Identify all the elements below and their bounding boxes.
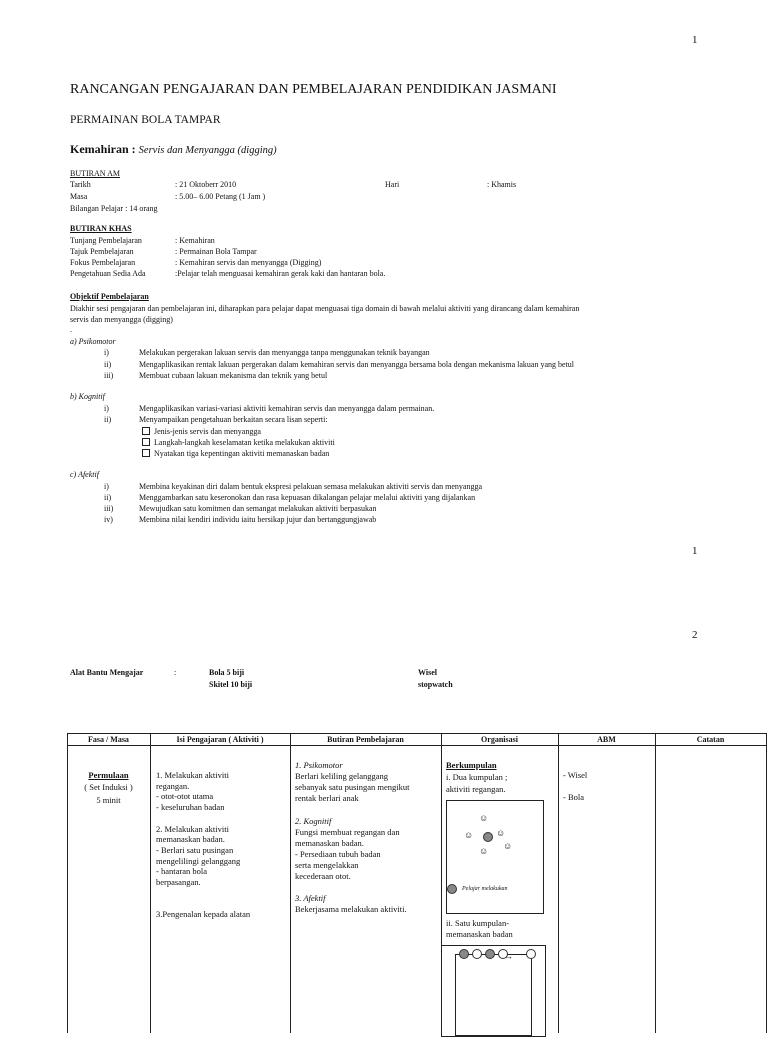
afektif-text-2: Mewujudkan satu komitmen dan semangat melakukan aktiviti berpasukan (139, 504, 377, 513)
butiran-line: sebanyak satu pusingan mengikut (295, 782, 410, 793)
isi-line: memanaskan badan. (156, 834, 225, 845)
khas-value-1: : Permainan Bola Tampar (175, 247, 257, 256)
student-smiley-icon: ☺ (464, 830, 474, 840)
isi-line: mengelilingi gelanggang (156, 855, 241, 866)
psikomotor-text-0: Melakukan pergerakan lakuan servis dan menyangga tanpa menggunakan teknik bayangan (139, 348, 430, 357)
page-number-top: 1 (692, 34, 698, 46)
alat-item-stopwatch: stopwatch (418, 680, 453, 689)
header-butiran: Butiran Pembelajaran (327, 735, 404, 744)
butiran-line: 2. Kognitif (295, 815, 332, 826)
runner-dot-icon (526, 949, 536, 959)
afektif-num-0: i) (104, 482, 109, 491)
organisasi-line1: i. Dua kumpulan ; (446, 772, 508, 782)
organisasi-line3: ii. Satu kumpulan- (446, 918, 510, 928)
khas-label-1: Tajuk Pembelajaran (70, 247, 134, 256)
butiran-line: serta mengelakkan (295, 859, 359, 870)
kemahiran-line (70, 142, 277, 157)
objektif-dot: . (70, 325, 72, 334)
tarikh-value: : 21 Oktoberr 2010 (175, 180, 237, 189)
afektif-heading: c) Afektif (70, 470, 99, 479)
header-organisasi: Organisasi (481, 735, 518, 744)
court-diagram-1 (446, 800, 544, 914)
alat-item-skitel: Skitel 10 biji (209, 680, 253, 689)
student-smiley-icon: ☺ (479, 813, 489, 823)
page-title: RANCANGAN PENGAJARAN DAN PEMBELAJARAN PENDIDIKAN JASMANI (70, 82, 557, 97)
isi-line: 2. Melakukan aktiviti (156, 823, 229, 834)
masa-value: : 5.00– 6.00 Petang (1 Jam ) (175, 192, 266, 201)
page-number-second: 2 (692, 629, 698, 641)
butiran-line: Berlari keliling gelanggang (295, 771, 388, 782)
alat-item-bola: Bola 5 biji (209, 668, 245, 677)
butiran-line: 1. Psikomotor (295, 760, 343, 770)
organisasi-heading: Berkumpulan (446, 760, 497, 770)
isi-line: 1. Melakukan aktiviti (156, 770, 229, 780)
khas-value-2: : Kemahiran servis dan menyangga (Digging) (175, 258, 322, 267)
subtitle: PERMAINAN BOLA TAMPAR (70, 114, 221, 126)
col-divider (558, 733, 559, 1033)
kognitif-sub-0: Jenis-jenis servis dan menyangga (142, 426, 261, 436)
isi-line: regangan. (156, 780, 190, 791)
isi-line: - keseluruhan badan (156, 802, 225, 813)
afektif-num-2: iii) (104, 504, 114, 513)
isi-line: - Berlari satu pusingan (156, 844, 234, 855)
header-fasa: Fasa / Masa (88, 735, 129, 744)
col-divider (766, 733, 767, 1033)
psikomotor-num-0: i) (104, 348, 109, 357)
objektif-heading: Objektif Pembelajaran (70, 292, 149, 301)
afektif-text-3: Membina nilai kendiri individu iaitu bersikap jujur dan bertanggungjawab (139, 515, 377, 524)
khas-label-0: Tunjang Pembelajaran (70, 236, 142, 245)
butiran-line: - Persediaan tubuh badan (295, 848, 381, 859)
alat-item-wisel: Wisel (418, 668, 437, 677)
hari-value: : Khamis (487, 180, 517, 189)
student-smiley-icon: ☺ (503, 841, 513, 851)
bilangan-pelajar: Bilangan Pelajar : 14 orang (70, 204, 158, 213)
student-dot-icon (483, 832, 493, 842)
khas-value-3: :Pelajar telah menguasai kemahiran gerak kaki dan hantaran bola. (175, 269, 386, 278)
psikomotor-num-2: iii) (104, 371, 114, 380)
kognitif-num-0: i) (104, 404, 109, 413)
butiran-line: rentak berlari anak (295, 793, 359, 804)
checkbox-icon (142, 449, 150, 457)
butiran-line: kecederaan otot. (295, 871, 351, 881)
header-abm: ABM (597, 735, 616, 744)
afektif-num-1: ii) (104, 493, 112, 502)
col-divider (655, 733, 656, 1033)
fasa-line3: 5 minit (96, 795, 121, 805)
header-catatan: Catatan (696, 735, 725, 744)
organisasi-line2: aktiviti regangan. (446, 784, 506, 794)
organisasi-line4: memanaskan badan (446, 929, 513, 939)
objektif-intro-2: servis dan menyangga (digging) (70, 315, 173, 324)
checkbox-icon (142, 427, 150, 435)
abm-item-wisel: - Wisel (563, 770, 588, 780)
kognitif-sub-2: Nyatakan tiga kepentingan aktiviti memanaskan badan (142, 448, 329, 458)
student-smiley-icon: ☺ (479, 846, 489, 856)
col-divider (290, 733, 291, 1033)
header-isi: Isi Pengajaran ( Aktiviti ) (176, 735, 264, 744)
checkbox-icon (142, 438, 150, 446)
alat-colon: : (174, 668, 177, 677)
psikomotor-text-2: Membuat cubaan lakuan mekanisma dan teknik yang betul (139, 371, 328, 380)
isi-line: 3.Pengenalan kepada alatan (156, 909, 251, 920)
psikomotor-text-1: Mengaplikasikan rentak lakuan pergerakan dalam kemahiran servis dan menyangga bersama bola dengan mekanisma lakuan yang betul (139, 360, 575, 369)
isi-line: - hantaran bola (156, 866, 207, 877)
isi-line: berpasangan. (156, 877, 201, 887)
butiran-line: Bekerjasama melakukan aktiviti. (295, 904, 407, 915)
kognitif-sub-1: Langkah-langkah keselamatan ketika melakukan aktiviti (142, 437, 335, 447)
kognitif-heading: b) Kognitif (70, 392, 105, 401)
legend-text: Pelajar melakukan (462, 886, 508, 892)
afektif-text-0: Membina keyakinan diri dalam bentuk ekspresi pelakuan semasa melakukan aktiviti servis dan menyangga (139, 482, 483, 491)
butiran-line: memanaskan badan. (295, 837, 364, 848)
objektif-intro-1: Diakhir sesi pengajaran dan pembelajaran ini, diharapkan para pelajar dapat menguasai tiga domain di bawah melalui aktiviti yang dirancang dalam kemahiran (70, 304, 580, 313)
abm-item-bola: - Bola (563, 792, 585, 802)
kognitif-num-1: ii) (104, 415, 112, 424)
runner-dot-icon (472, 949, 482, 959)
butiran-am-heading: BUTIRAN AM (70, 169, 121, 178)
butiran-line: 3. Afektif (295, 893, 326, 904)
afektif-text-1: Menggambarkan satu keseronokan dan rasa kepuasan dikalangan pelajar melalui aktiviti yang dijalankan (139, 493, 476, 502)
table-top-border (67, 733, 767, 734)
masa-label: Masa (70, 192, 88, 201)
butiran-khas-heading: BUTIRAN KHAS (70, 224, 132, 233)
psikomotor-num-1: ii) (104, 360, 112, 369)
kognitif-text-0: Mengaplikasikan variasi-variasi aktiviti kemahiran servis dan menyangga dalam permainan. (139, 404, 435, 413)
psikomotor-heading: a) Psikomotor (70, 337, 116, 346)
arrow-right-icon: → (504, 951, 513, 961)
kognitif-text-1: Menyampaikan pengetahuan berkaitan secara lisan seperti: (139, 415, 328, 424)
butiran-line: Fungsi membuat regangan dan (295, 826, 400, 837)
tarikh-label: Tarikh (70, 180, 91, 189)
table-header-border (67, 745, 767, 746)
legend-dot-icon (447, 884, 457, 894)
fasa-line2: ( Set Induksi ) (84, 782, 133, 792)
khas-label-2: Fokus Pembelajaran (70, 258, 136, 267)
col-divider (150, 733, 151, 1033)
runner-dot-icon (485, 949, 495, 959)
kemahiran-value: Servis dan Menyangga (digging) (138, 145, 277, 156)
afektif-num-3: iv) (104, 515, 113, 524)
hari-label: Hari (385, 180, 400, 189)
kemahiran-label: Kemahiran : (70, 142, 136, 156)
isi-line: - otot-otot utama (156, 791, 214, 802)
page-number-middle: 1 (692, 545, 698, 557)
student-smiley-icon: ☺ (496, 828, 506, 838)
khas-label-3: Pengetahuan Sedia Ada (70, 269, 146, 278)
runner-dot-icon (459, 949, 469, 959)
alat-label: Alat Bantu Mengajar (70, 668, 144, 677)
fasa-title: Permulaan (88, 770, 129, 780)
khas-value-0: : Kemahiran (175, 236, 215, 245)
